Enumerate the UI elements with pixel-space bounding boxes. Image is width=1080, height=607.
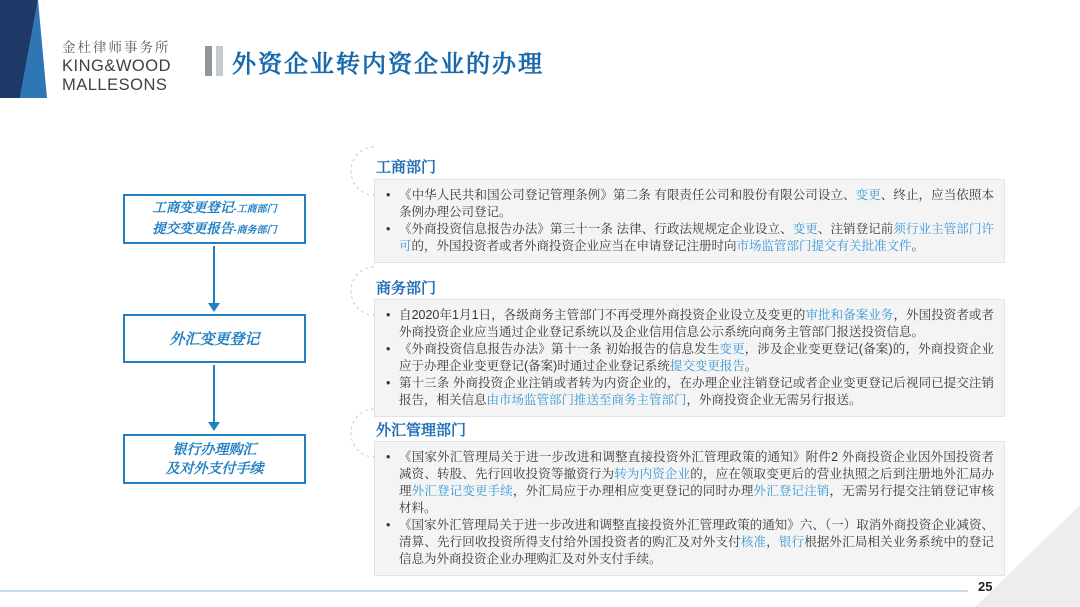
flow-arrow-head-1-icon (208, 303, 220, 312)
bullet-item: • 《国家外汇管理局关于进一步改进和调整直接投资外汇管理政策的通知》六、（一）取消外商投资企业减资、清算、先行回收投资所得支付给外国投资者的购汇及对外支付核准，银行根据外汇局相关业务系统中的登记信息为外商投资企业办理购汇及对外支付手续。 (383, 517, 994, 568)
flow-step-business-registration (123, 194, 306, 244)
footer-rule (0, 590, 968, 592)
flow-arrow-line-2 (213, 365, 215, 423)
kwm-logo-text (62, 39, 171, 95)
flow-step-bank-payment (123, 434, 306, 484)
flow-step3-line1: 银行办理购汇 (172, 441, 257, 457)
flow-step1-line2: 提交变更报告-商务部门 (152, 221, 277, 236)
bullet-item: • 《国家外汇管理局关于进一步改进和调整直接投资外汇管理政策的通知》附件2 外商投资企业因外国投资者减资、转股、先行回收投资等撤资行为转为内资企业的，应在领取变更后的营业执照之后到注册地外汇局办理外汇登记变更手续，外汇局应于办理相应变更登记的同时办理外汇登记注销，无需另行提交注销登记审核材料。 (383, 449, 994, 517)
section-panel-business-dept (374, 179, 1005, 263)
bullet-list (383, 187, 994, 255)
section-panel-commerce-dept (374, 299, 1005, 417)
bullet-item: • 《中华人民共和国公司登记管理条例》第二条 有限责任公司和股份有限公司设立、变更、终止，应当依照本条例办理公司登记。 (383, 187, 994, 221)
flow-step1-line1: 工商变更登记-工商部门 (152, 200, 277, 215)
section-panel-forex-dept (374, 441, 1005, 576)
title-accent-bar-dark (205, 46, 212, 76)
kwm-logo-mark-icon (0, 0, 50, 99)
flow-arrow-head-2-icon (208, 422, 220, 431)
section-header-forex-dept: 外汇管理部门 (376, 422, 467, 439)
bullet-item: • 自2020年1月1日，各级商务主管部门不再受理外商投资企业设立及变更的审批和备案业务，外国投资者或者外商投资企业应当通过企业登记系统以及企业信用信息公示系统向商务主管部门报送投资信息。 (383, 307, 994, 341)
logo-chinese-name: 金杜律师事务所 (62, 40, 171, 55)
section-header-commerce-dept: 商务部门 (376, 280, 437, 297)
flow-step-forex-registration (123, 314, 306, 363)
flow-step2-label: 外汇变更登记 (169, 331, 260, 348)
bullet-list (383, 449, 994, 568)
logo-english-name-line2: MALLESONS (62, 76, 168, 94)
bullet-item: • 《外商投资信息报告办法》第十一条 初始报告的信息发生变更，涉及企业变更登记(备案)的，外商投资企业应于办理企业变更登记(备案)时通过企业登记系统提交变更报告。 (383, 341, 994, 375)
flow-arrow-line-1 (213, 246, 215, 304)
bullet-list (383, 307, 994, 409)
title-accent-bar-light (216, 46, 223, 76)
bullet-item: • 第十三条 外商投资企业注销或者转为内资企业的，在办理企业注销登记或者企业变更登记后视同已提交注销报告，相关信息由市场监管部门推送至商务主管部门，外商投资企业无需另行报送。 (383, 375, 994, 409)
page-number: 25 (978, 579, 993, 594)
bullet-item: • 《外商投资信息报告办法》第三十一条 法律、行政法规规定企业设立、变更、注销登记前须行业主管部门许可的，外国投资者或者外商投资企业应当在申请登记注册时向市场监管部门提交有关批准文件。 (383, 221, 994, 255)
flow-step3-line2: 及对外支付手续 (165, 460, 264, 476)
logo-english-name-line1: KING&WOOD (62, 57, 172, 75)
section-header-business-dept: 工商部门 (376, 159, 437, 176)
page-title: 外资企业转内资企业的办理 (232, 52, 544, 78)
corner-triangle-decoration (975, 502, 1080, 607)
